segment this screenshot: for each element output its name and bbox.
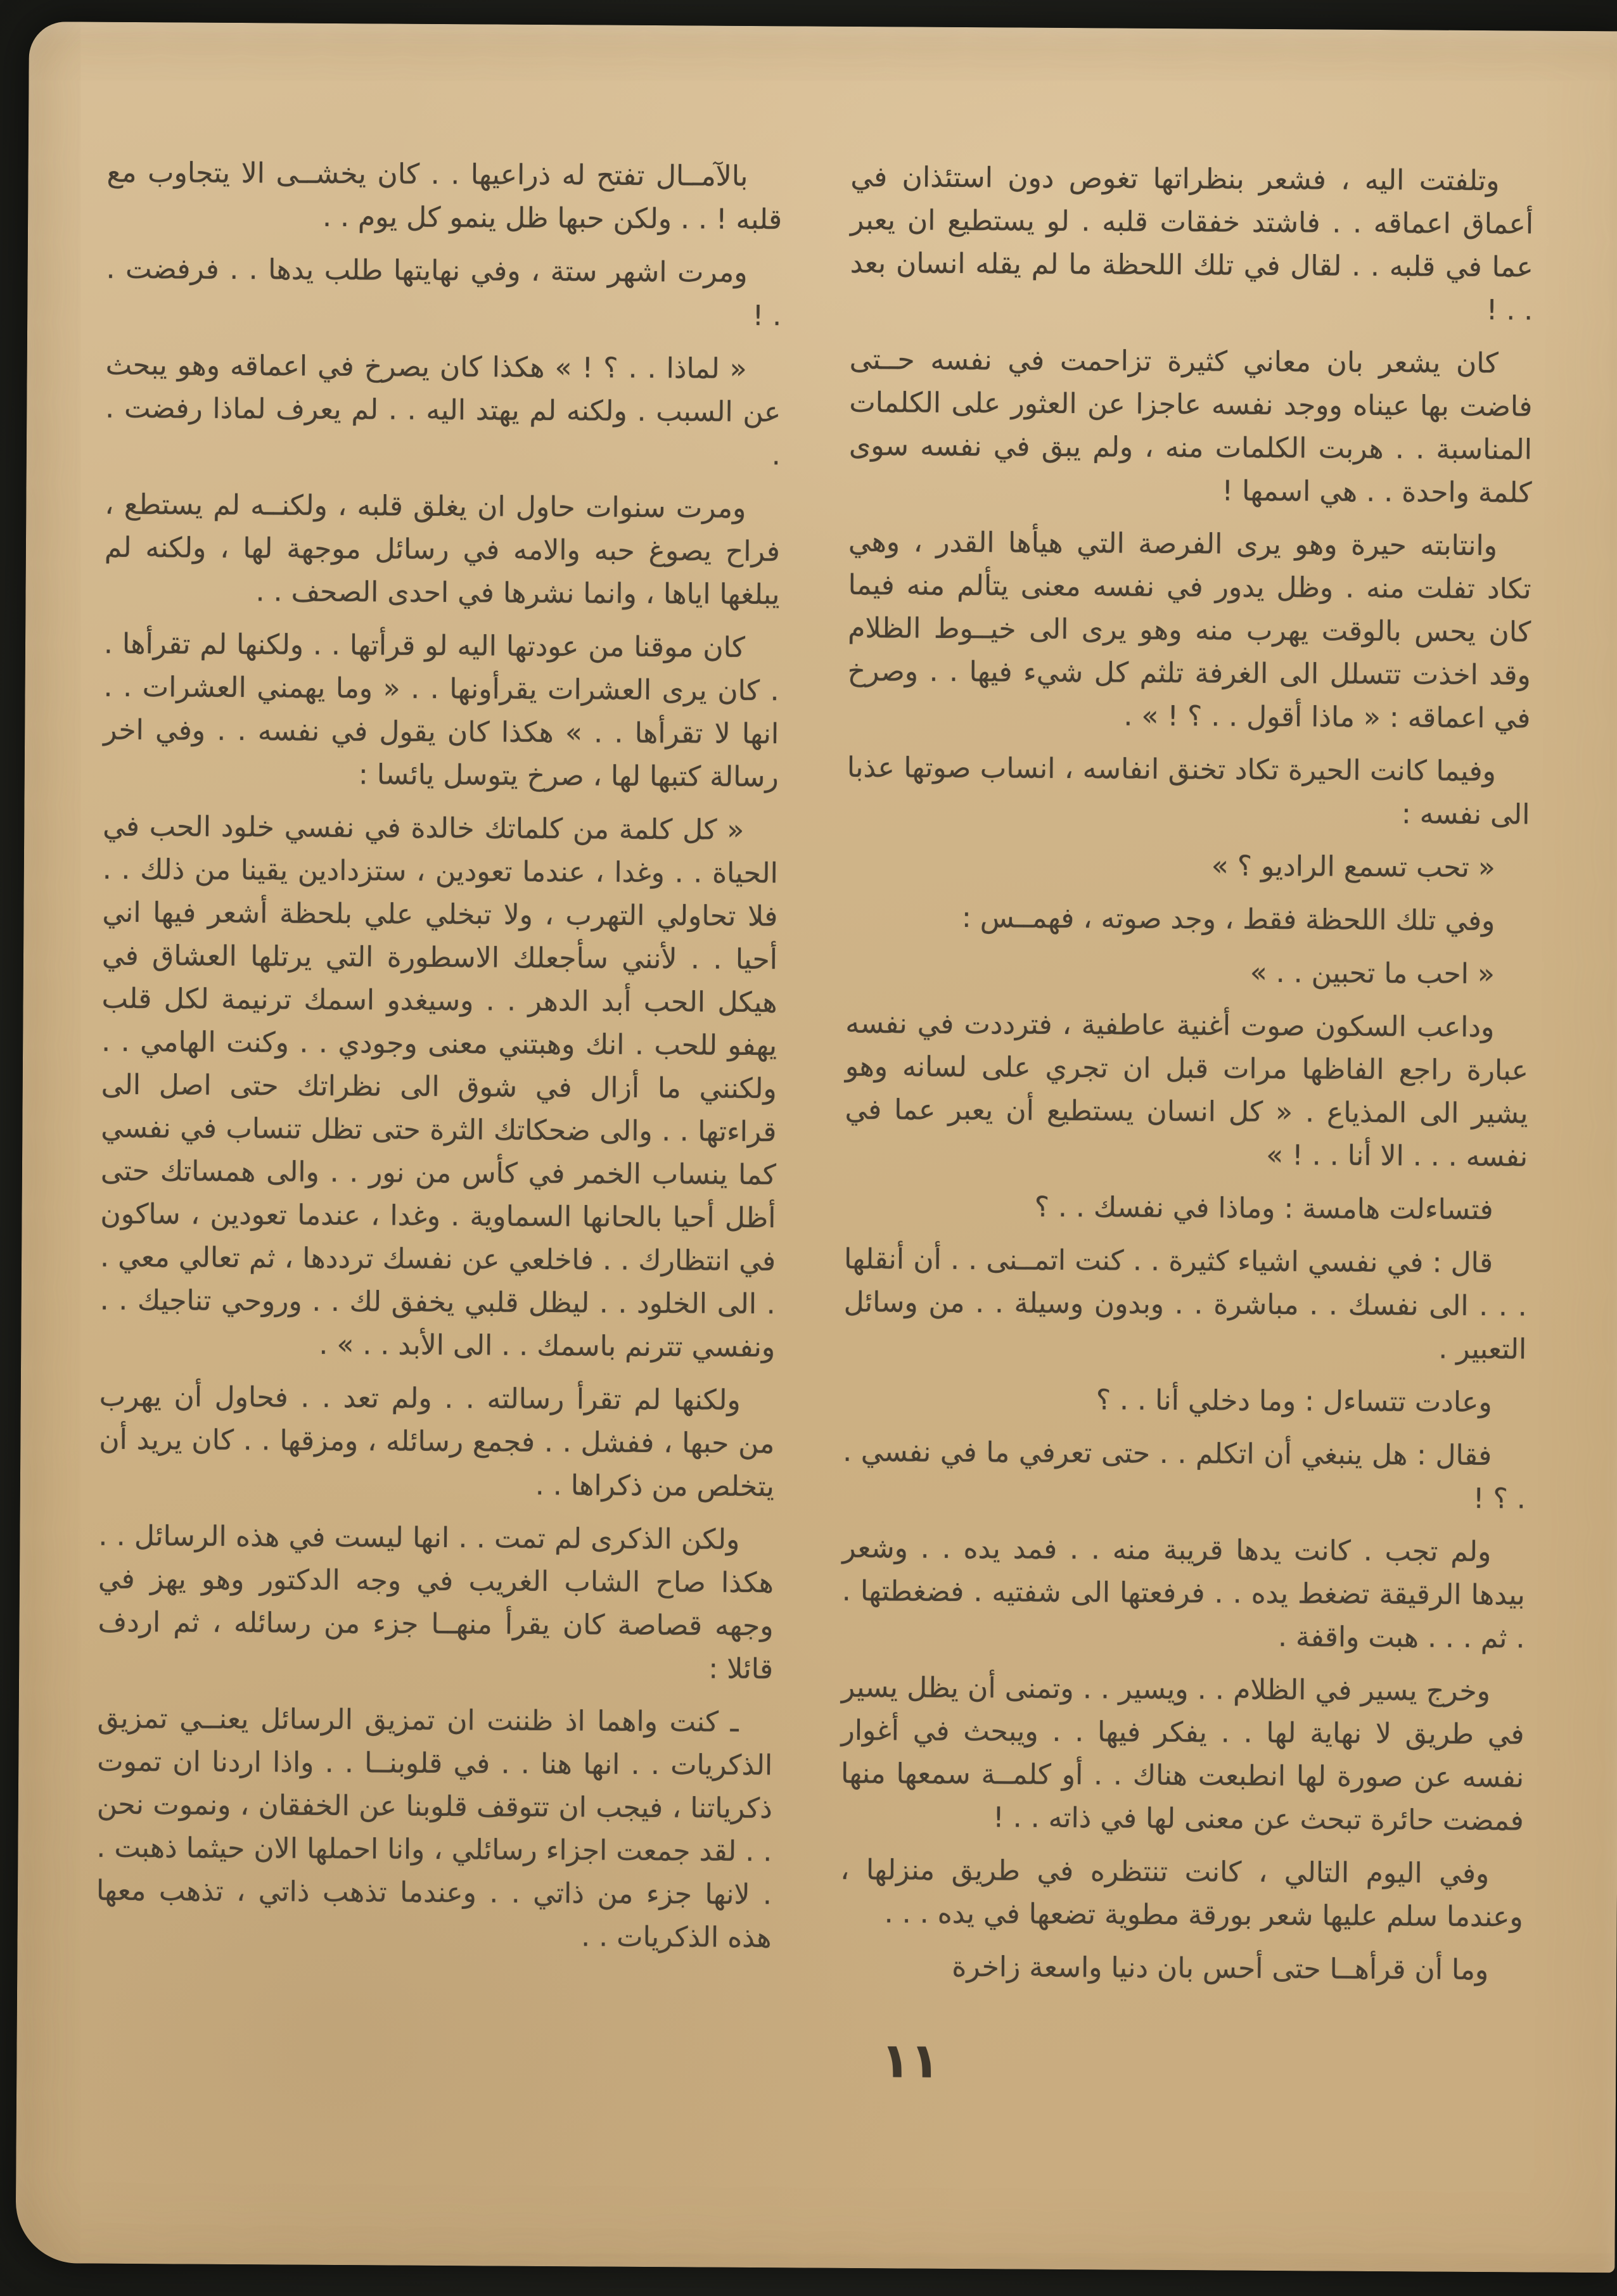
text-column-right bbox=[840, 156, 1534, 2003]
paragraph: وفي تلك اللحظة فقط ، وجد صوته ، فهمــس : bbox=[961, 902, 1495, 938]
scanned-page bbox=[15, 22, 1617, 2273]
paragraph: ولم تجب . كانت يدها قريبة منه . . فمد يده . . وشعر بيدها الرقيقة تضغط يده . . فرفعتها الى شفتيه . فضغطتها . . ثم . . . هبت واقفة . bbox=[841, 1531, 1526, 1655]
paragraph: « احب ما تحبين . . » bbox=[1250, 956, 1495, 991]
page-number: ١١ bbox=[880, 2032, 940, 2089]
paragraph: وما أن قرأهــا حتى أحس بان دنيا واسعة زاخرة bbox=[952, 1950, 1489, 1987]
paragraph: وخرج يسير في الظلام . . ويسير . . وتمنى أن يظل يسير في طريق لا نهاية لها . . يفكر فيها . . ويبحث في أغوار نفسه عن صورة لها انطبعت هناك . . أو كلمــة سمعها منها فمضت حائرة تبحث عن معنى لها في ذاته . . ! bbox=[840, 1671, 1524, 1837]
paragraph: كان موقنا من عودتها اليه لو قرأتها . . ولكنها لم تقرأها . . كان يرى العشرات يقرأونها . . « وما يهمني العشرات . . انها لا تقرأها . . » هكذا كان يقول في نفسه . . وفي اخر رسالة كتبها لها ، صرخ يتوسل يائسا : bbox=[103, 627, 779, 794]
paragraph: وتلفتت اليه ، فشعر بنظراتها تغوص دون استئذان في أعماق اعماقه . . فاشتد خفقات قلبه . لو يستطيع ان يعبر عما في قلبه . . لقال في تلك اللحظة ما لم يقله انسان بعد . . ! bbox=[850, 160, 1534, 327]
paragraph: ـ كنت واهما اذ ظننت ان تمزيق الرسائل يعنــي تمزيق الذكريات . . انها هنا . . في قلوبنــا . . واذا اردنا ان تموت ذكرياتنا ، فيجب ان تتوقف قلوبنا عن الخفقان ، ونموت نحن . . لقد جمعت اجزاء رسائلي ، وانا احملها الان حيثما ذهبت . . لانها جزء من ذاتي . . وعندما تذهب ذاتي ، تذهب معها هذه الذكريات . . bbox=[96, 1702, 773, 1955]
paragraph: وفي اليوم التالي ، كانت تنتظره في طريق منزلها ، وعندما سلم عليها شعر بورقة مطوية تضعها في يده . . . bbox=[840, 1853, 1523, 1934]
paragraph: كان يشعر بان معاني كثيرة تزاحمت في نفسه حــتى فاضت بها عيناه ووجد نفسه عاجزا عن العثور على الكلمات المناسبة . . هربت الكلمات منه ، ولم يبق في نفسه سوى كلمة واحدة . . هي اسمها ! bbox=[848, 343, 1533, 509]
paragraph: وداعب السكون صوت أغنية عاطفية ، فترددت في نفسه عبارة راجع الفاظها مرات قبل ان تجري على لسانه وهو يشير الى المذياع . « كل انسان يستطيع أن يعبر عما في نفسه . . . الا أنا . . ! » bbox=[845, 1007, 1529, 1173]
paragraph: ولكن الذكرى لم تمت . . انها ليست في هذه الرسائل . . هكذا صاح الشاب الغريب في وجه الدكتور وهو يهز في وجهه قصاصة كان يقرأ منهــا جزء من رسائله ، ثم اردف قائلا : bbox=[98, 1519, 774, 1686]
paragraph: قال : في نفسي اشياء كثيرة . . كنت اتمــنى . . أن أنقلها . . . الى نفسك . . مباشرة . . وبدون وسيلة . . من وسائل التعبير . bbox=[843, 1242, 1527, 1366]
paragraph: وعادت تتساءل : وما دخلي أنا . . ؟ bbox=[1096, 1384, 1492, 1419]
paragraph: « لماذا . . ؟ ! » هكذا كان يصرخ في اعماقه وهو يبحث عن السبب . ولكنه لم يهتد اليه . . لم يعرف لماذا رفضت . . bbox=[105, 348, 781, 472]
paragraph: ومرت اشهر ستة ، وفي نهايتها طلب يدها . . فرفضت . . ! bbox=[106, 252, 782, 333]
paragraph: فقال : هل ينبغي أن اتكلم . . حتى تعرفي ما في نفسي . . ؟ ! bbox=[843, 1435, 1526, 1515]
paragraph: « كل كلمة من كلماتك خالدة في نفسي خلود الحب في الحياة . . وغدا ، عندما تعودين ، ستزدادين يقينا من ذلك . . فلا تحاولي التهرب ، ولا تبخلي علي بلحظة أشعر فيها اني أحيا . . لأنني سأجعلك الاسطورة التي يرتلها العشاق في هيكل الحب أبد الدهر . . وسيغدو اسمك ترنيمة لكل قلب يهفو للحب . انك وهبتني معنى وجودي . . وكنت الهامي . . ولكنني ما أزال في شوق الى نظراتك حتى اصل الى قراءتها . . والى ضحكاتك الثرة حتى تظل تنساب في نفسي كما ينساب الخمر في كأس من نور . . والى همساتك حتى أظل أحيا بالحانها السماوية . وغدا ، عندما تعودين ، ساكون في انتظارك . . فاخلعي عن نفسك ترددها ، ثم تعالي معي . . الى الخلود . . ليظل قلبي يخفق لك . . وروحي تناجيك . . ونفسي تترنم باسمك . . الى الأبد . . » . bbox=[99, 810, 778, 1364]
paragraph: ومرت سنوات حاول ان يغلق قلبه ، ولكنــه لم يستطع ، فراح يصوغ حبه والامه في رسائل موجهة لها ، ولكنه لم يبلغها اياها ، وانما نشرها في احدى الصحف . . bbox=[104, 488, 781, 611]
paragraph: وفيما كانت الحيرة تكاد تخنق انفاسه ، انساب صوتها عذبا الى نفسه : bbox=[847, 751, 1530, 831]
paragraph: ولكنها لم تقرأ رسالته . . ولم تعد . . فحاول أن يهرب من حبها ، ففشل . . فجمع رسائله ، ومزقها . . كان يريد أن يتخلص من ذكراها . . bbox=[99, 1380, 775, 1503]
paragraph: بالآمــال تفتح له ذراعيها . . كان يخشــى الا يتجاوب مع قلبه ! . . ولكن حبها ظل ينمو كل يوم . . bbox=[106, 156, 783, 236]
text-column-left bbox=[96, 151, 782, 1970]
paragraph: وانتابته حيرة وهو يرى الفرصة التي هيأها القدر ، وهي تكاد تفلت منه . وظل يدور في نفسه معنى يتألم منه فيما كان يحس بالوقت يهرب منه وهو يرى الى خيــوط الظلام وقد اخذت تتسلل الى الغرفة تلثم كل شيء فيها . . وصرخ في اعماقه : « ماذا أقول . . ؟ ! » . bbox=[847, 525, 1531, 735]
paragraph: فتساءلت هامسة : وماذا في نفسك . . ؟ bbox=[1034, 1190, 1493, 1227]
paragraph: « تحب تسمع الراديو ؟ » bbox=[1211, 850, 1496, 884]
